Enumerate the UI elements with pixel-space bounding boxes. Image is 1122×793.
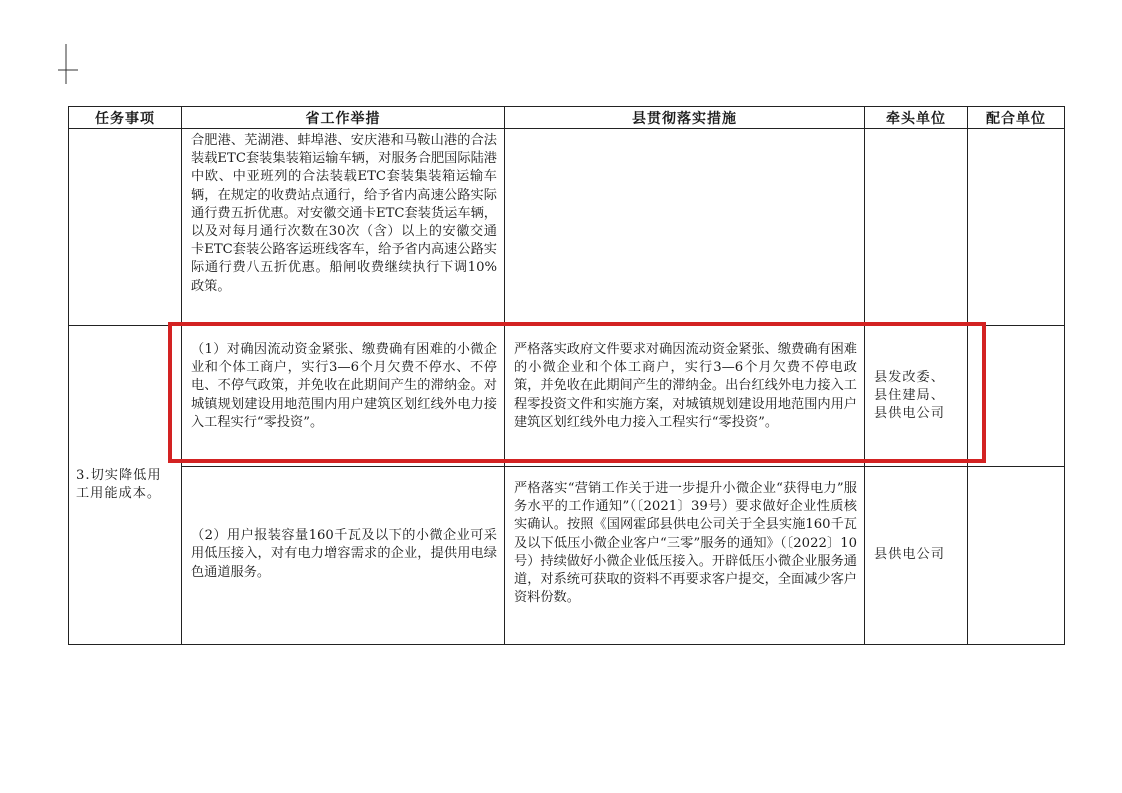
county-measure-cell	[505, 326, 865, 467]
task-table	[68, 106, 1065, 645]
county-measure-text: 严格落实政府文件要求对确因流动资金紧张、缴费确有困难的小微企业和个体工商户，实行3—6个月欠费不停电政策，并免收在此期间产生的滞纳金。出台红线外电力接入工程零投资文件和实施方案，对城镇规划建设用地范围内用户建筑区划红线外电力接入工程实行“零投资”。	[514, 342, 857, 430]
task-cell	[69, 326, 182, 645]
province-measure-text: 合肥港、芜湖港、蚌埠港、安庆港和马鞍山港的合法装载ETC套装集装箱运输车辆，对服务合肥国际陆港中欧、中亚班列的合法装载ETC套装集装箱运输车辆，在规定的收费站点通行，给予省内高速公路实际通行费五折优惠。对安徽交通卡ETC套装货运车辆，以及对每月通行次数在30次（含）以上的安徽交通卡ETC套装公路客运班线客车，给予省内高速公路实际通行费八五折优惠。船闸收费继续执行下调10%政策。	[191, 133, 497, 294]
crop-mark-icon	[56, 44, 80, 84]
header-coop-unit: 配合单位	[968, 107, 1065, 129]
header-county-measure: 县贯彻落实措施	[505, 107, 865, 129]
header-lead-unit: 牵头单位	[865, 107, 968, 129]
lead-unit-text: 县供电公司	[874, 547, 945, 563]
county-measure-text	[506, 130, 863, 136]
task-cell-empty	[69, 129, 182, 326]
coop-unit-cell	[968, 129, 1065, 326]
task-text: 3.切实降低用工用能成本。	[76, 467, 162, 501]
province-measure-cell	[182, 326, 505, 467]
province-measure-text: （1）对确因流动资金紧张、缴费确有困难的小微企业和个体工商户，实行3—6个月欠费不停水、不停电、不停气政策，并免收在此期间产生的滞纳金。对城镇规划建设用地范围内用户建筑区划红线外电力接入工程实行“零投资”。	[191, 342, 497, 430]
province-measure-cell	[182, 467, 505, 645]
coop-unit-cell	[968, 467, 1065, 645]
coop-unit-cell	[968, 326, 1065, 467]
table-row	[69, 326, 1065, 467]
table-row	[69, 129, 1065, 326]
lead-unit-cell	[865, 467, 968, 645]
table-header-row	[69, 107, 1065, 129]
county-measure-text: 严格落实“营销工作关于进一步提升小微企业“获得电力”服务水平的工作通知”（〔2021〕39号）要求做好企业性质核实确认。按照《国网霍邱县供电公司关于全县实施160千瓦及以下低压小微企业客户“三零”服务的通知》（〔2022〕10号）持续做好小微企业低压接入。开辟低压小微企业服务通道，对系统可获取的资料不再要求客户提交，全面减少客户资料份数。	[514, 481, 857, 606]
header-province-measure: 省工作举措	[182, 107, 505, 129]
lead-unit-cell	[865, 129, 968, 326]
county-measure-cell	[505, 129, 865, 326]
header-task: 任务事项	[69, 107, 182, 129]
province-measure-text: （2）用户报装容量160千瓦及以下的小微企业可采用低压接入，对有电力增容需求的企业，提供用电绿色通道服务。	[191, 528, 497, 580]
table-row	[69, 467, 1065, 645]
province-measure-cell	[182, 129, 505, 326]
county-measure-cell	[505, 467, 865, 645]
lead-unit-text: 县发改委、县住建局、县供电公司	[874, 369, 945, 422]
lead-unit-cell	[865, 326, 968, 467]
